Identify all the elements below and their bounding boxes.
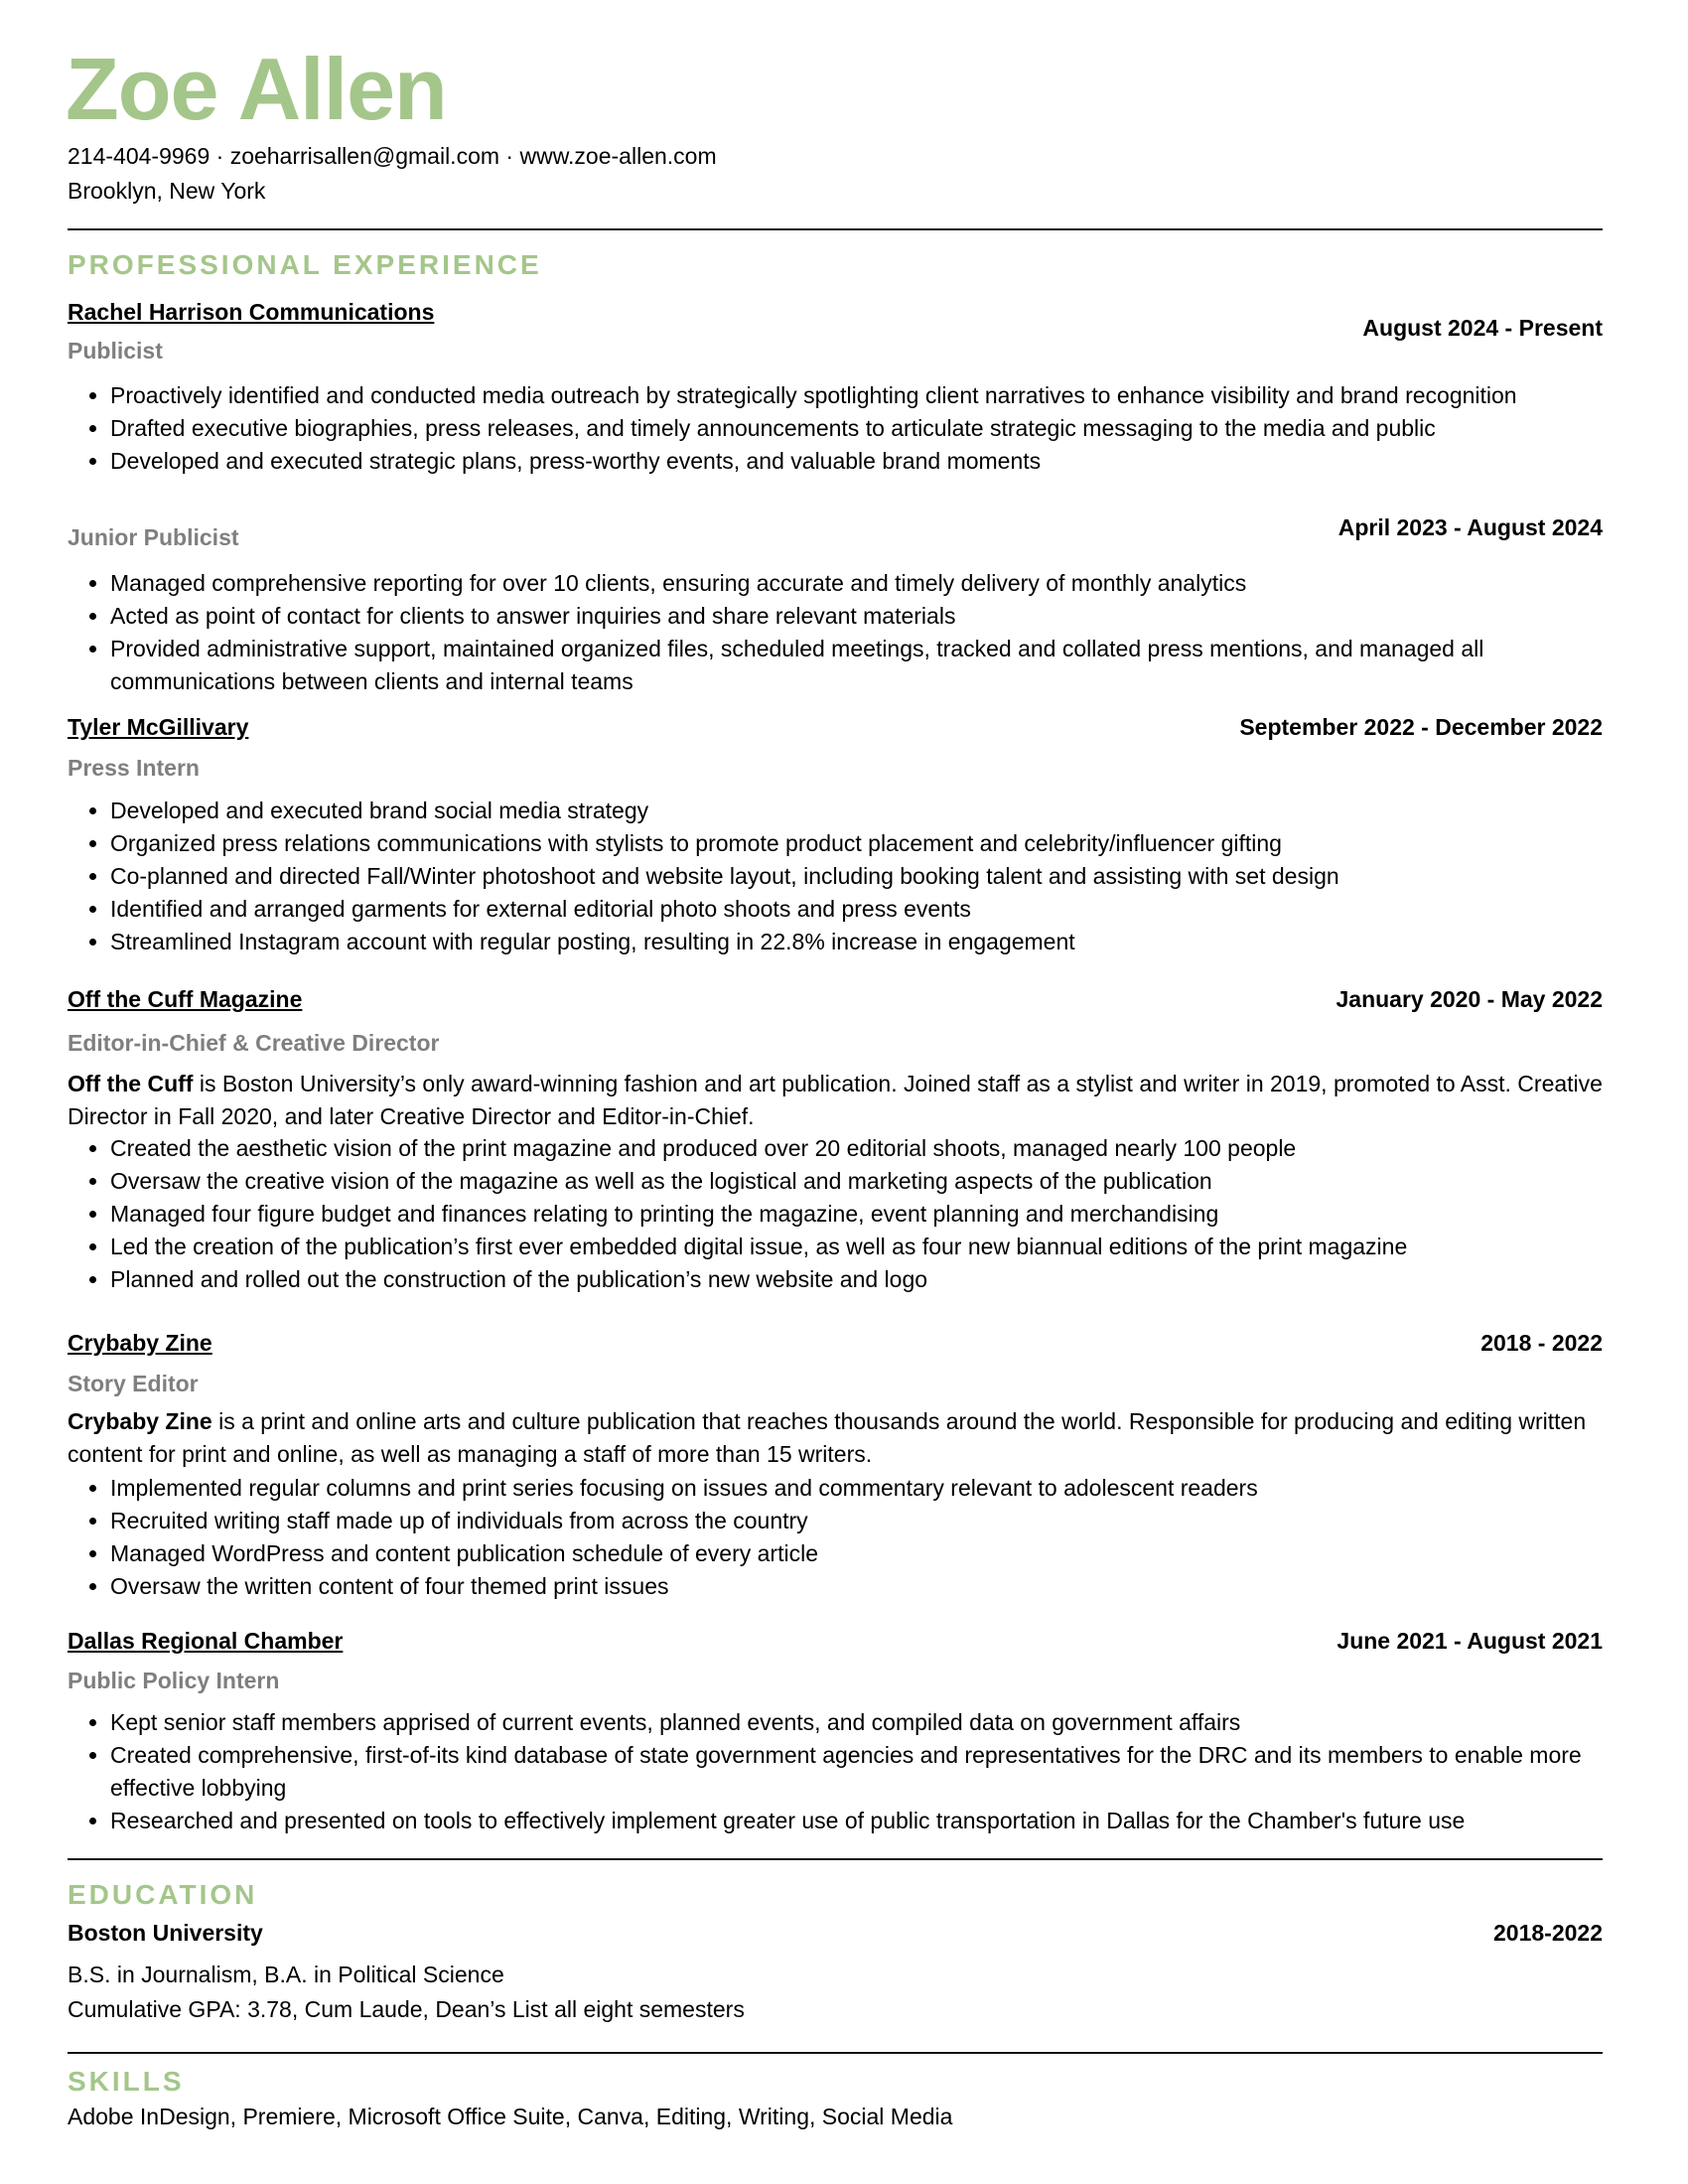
- bullet-list: [68, 567, 1603, 698]
- list-item: • Led the creation of the publication’s first ever embedded digital issue, as well as four new biannual editions of the print magazine: [110, 1231, 1603, 1263]
- gpa: Cumulative GPA: 3.78, Cum Laude, Dean’s List all eight semesters: [68, 1996, 745, 2022]
- bullet-list: [68, 1132, 1603, 1296]
- list-item: • Drafted executive biographies, press releases, and timely announcements to articulate strategic messaging to the media and public: [110, 412, 1603, 445]
- organization-name: Off the Cuff: [68, 1071, 194, 1096]
- company-name: Crybaby Zine: [68, 1330, 212, 1356]
- job-dates: June 2021 - August 2021: [1336, 1628, 1603, 1654]
- list-item: • Managed WordPress and content publication schedule of every article: [110, 1537, 1603, 1570]
- list-item: • Planned and rolled out the construction of the publication’s new website and logo: [110, 1263, 1603, 1296]
- contact-line: [68, 140, 717, 173]
- job-dates: January 2020 - May 2022: [1336, 986, 1603, 1012]
- list-item: • Researched and presented on tools to effectively implement greater use of public transportation in Dallas for the Chamber's future use: [110, 1805, 1603, 1837]
- list-item: • Oversaw the creative vision of the magazine as well as the logistical and marketing aspects of the publication: [110, 1165, 1603, 1198]
- job-dates: September 2022 - December 2022: [1239, 714, 1603, 740]
- job-title: Editor-in-Chief & Creative Director: [68, 1030, 440, 1056]
- job-title: Publicist: [68, 338, 163, 364]
- description-text: is a print and online arts and culture publication that reaches thousands around the world. Responsible for producing and editing written content for print and online, as well as managing a staff of more than 15 writers.: [68, 1408, 1587, 1467]
- separator: ·: [210, 143, 230, 169]
- divider: [68, 2052, 1603, 2054]
- section-heading-skills: SKILLS: [68, 2066, 185, 2097]
- school-name: Boston University: [68, 1920, 263, 1946]
- job-title: Story Editor: [68, 1371, 199, 1396]
- company-name: Dallas Regional Chamber: [68, 1628, 344, 1654]
- list-item: • Developed and executed brand social media strategy: [110, 795, 1603, 827]
- list-item: • Managed comprehensive reporting for over 10 clients, ensuring accurate and timely delivery of monthly analytics: [110, 567, 1603, 600]
- email[interactable]: zoeharrisallen@gmail.com: [229, 143, 500, 169]
- candidate-name: Zoe Allen: [66, 40, 447, 138]
- phone: 214-404-9969: [68, 143, 211, 169]
- list-item: • Acted as point of contact for clients to answer inquiries and share relevant materials: [110, 600, 1603, 633]
- list-item: • Implemented regular columns and print series focusing on issues and commentary relevant to adolescent readers: [110, 1472, 1603, 1505]
- divider: [68, 228, 1603, 230]
- list-item: • Recruited writing staff made up of individuals from across the country: [110, 1505, 1603, 1537]
- job-title: Public Policy Intern: [68, 1668, 280, 1693]
- job-title: Junior Publicist: [68, 524, 239, 550]
- list-item: • Identified and arranged garments for external editorial photo shoots and press events: [110, 893, 1603, 926]
- bullet-list: [68, 379, 1603, 478]
- degree: B.S. in Journalism, B.A. in Political Science: [68, 1962, 504, 1987]
- list-item: • Oversaw the written content of four themed print issues: [110, 1570, 1603, 1603]
- company-name: Off the Cuff Magazine: [68, 986, 303, 1012]
- list-item: • Managed four figure budget and finances relating to printing the magazine, event planning and merchandising: [110, 1198, 1603, 1231]
- divider: [68, 1858, 1603, 1860]
- bullet-list: [68, 1706, 1603, 1837]
- list-item: • Created the aesthetic vision of the print magazine and produced over 20 editorial shoots, managed nearly 100 people: [110, 1132, 1603, 1165]
- organization-description: [68, 1068, 1603, 1133]
- website-link[interactable]: www.zoe-allen.com: [519, 143, 717, 169]
- job-dates: August 2024 - Present: [1362, 315, 1603, 341]
- organization-name: Crybaby Zine: [68, 1408, 212, 1434]
- list-item: • Provided administrative support, maintained organized files, scheduled meetings, tracked and collated press mentions, and managed all communications between clients and internal teams: [110, 633, 1603, 698]
- list-item: • Developed and executed strategic plans, press-worthy events, and valuable brand moments: [110, 445, 1603, 478]
- job-dates: April 2023 - August 2024: [1337, 514, 1603, 540]
- separator: ·: [499, 143, 520, 169]
- location: Brooklyn, New York: [68, 178, 266, 204]
- list-item: • Streamlined Instagram account with regular posting, resulting in 22.8% increase in engagement: [110, 926, 1603, 958]
- list-item: • Created comprehensive, first-of-its kind database of state government agencies and representatives for the DRC and its members to enable more effective lobbying: [110, 1739, 1603, 1805]
- bullet-list: [68, 795, 1603, 958]
- list-item: • Proactively identified and conducted media outreach by strategically spotlighting client narratives to enhance visibility and brand recognition: [110, 379, 1603, 412]
- section-heading-experience: PROFESSIONAL EXPERIENCE: [68, 249, 542, 280]
- list-item: • Co-planned and directed Fall/Winter photoshoot and website layout, including booking talent and assisting with set design: [110, 860, 1603, 893]
- list-item: • Organized press relations communications with stylists to promote product placement and celebrity/influencer gifting: [110, 827, 1603, 860]
- job-dates: 2018 - 2022: [1480, 1330, 1603, 1356]
- list-item: • Kept senior staff members apprised of current events, planned events, and compiled data on government affairs: [110, 1706, 1603, 1739]
- company-name: Tyler McGillivary: [68, 714, 249, 740]
- organization-description: [68, 1405, 1603, 1471]
- bullet-list: [68, 1472, 1603, 1603]
- section-heading-education: EDUCATION: [68, 1879, 258, 1910]
- description-text: is Boston University’s only award-winning fashion and art publication. Joined staff as a stylist and writer in 2019, promoted to Asst. Creative Director in Fall 2020, and later Creative Director and Editor-in-Chief.: [68, 1071, 1603, 1129]
- job-title: Press Intern: [68, 755, 200, 781]
- education-dates: 2018-2022: [1493, 1920, 1603, 1946]
- skills-list: Adobe InDesign, Premiere, Microsoft Office Suite, Canva, Editing, Writing, Social Media: [68, 2104, 953, 2129]
- company-name: Rachel Harrison Communications: [68, 299, 435, 325]
